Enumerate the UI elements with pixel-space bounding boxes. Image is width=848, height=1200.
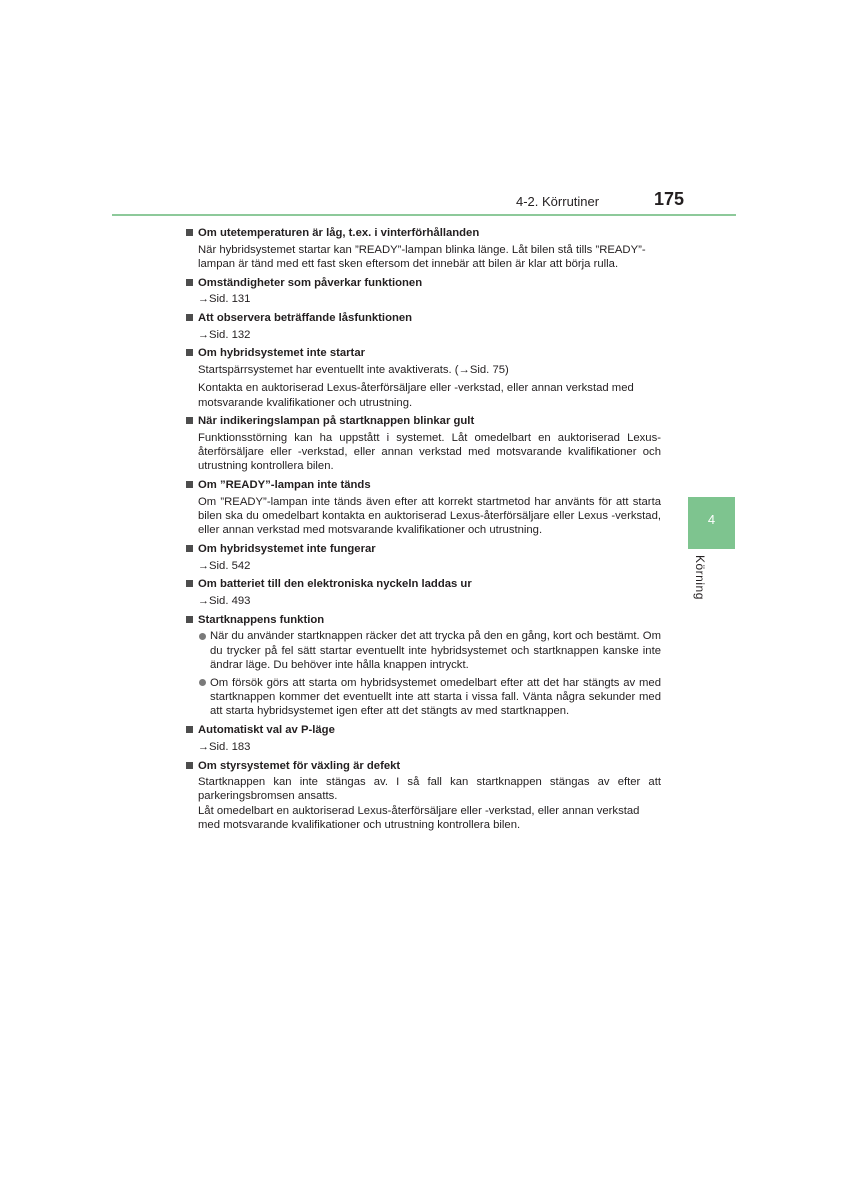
section-title-text: Om hybridsystemet inte fungerar <box>198 542 376 555</box>
page-reference[interactable] <box>198 328 661 342</box>
paragraph: När hybridsystemet startar kan ”READY”-lampan blinka länge. Låt bilen stå tills ”READY”-lampan är tänd med ett fast sken eftersom det innebär att bilen är klar att börja rulla. <box>198 243 646 270</box>
section-ready-lamp <box>185 478 661 537</box>
reference-text: Sid. 183 <box>209 740 251 753</box>
section-hybrid-not-starting <box>185 346 661 409</box>
square-bullet-icon <box>186 417 193 424</box>
circle-bullet-icon <box>199 633 206 640</box>
section-title-text: När indikeringslampan på startknappen blinkar gult <box>198 415 475 428</box>
section-title <box>185 226 661 240</box>
section-shift-control-defect <box>185 759 661 833</box>
section-title-text: Omständigheter som påverkar funktionen <box>198 276 423 289</box>
paragraph: Låt omedelbart en auktoriserad Lexus-återförsäljare eller -verkstad, eller annan verkstad med motsvarande kvalifikationer och utrustning kontrollera bilen. <box>198 804 640 831</box>
list-item-text: När du använder startknappen räcker det att trycka på den en gång, kort och bestämt. Om du trycker på fel sätt startar eventuellt inte hybridsystemet och startknappen kanske inte ändrar läge. Du behöver inte hålla knappen intryckt. <box>210 630 661 671</box>
arrow-right-icon: → <box>198 328 209 341</box>
page-reference[interactable] <box>198 594 661 608</box>
section-title <box>185 542 661 556</box>
paragraph: Startspärrsystemet har eventuellt inte avaktiverats. (→Sid. 75) <box>198 364 509 377</box>
section-title-text: Att observera beträffande låsfunktionen <box>198 312 413 325</box>
square-bullet-icon <box>186 580 193 587</box>
section-hybrid-not-working <box>185 542 661 573</box>
section-title <box>185 613 661 627</box>
header-divider <box>112 214 736 216</box>
section-title <box>185 414 661 428</box>
page-reference[interactable] <box>198 559 661 573</box>
page-reference[interactable] <box>198 292 661 306</box>
reference-text: Sid. 132 <box>209 328 251 341</box>
section-title <box>185 276 661 290</box>
section-title-text: Om ”READY”-lampan inte tänds <box>198 479 371 492</box>
arrow-right-icon: → <box>198 559 209 572</box>
section-title-text: Startknappens funktion <box>198 613 325 626</box>
section-key-battery <box>185 577 661 608</box>
square-bullet-icon <box>186 279 193 286</box>
paragraph: Funktionsstörning kan ha uppstått i systemet. Låt omedelbart en auktoriserad Lexus-återförsäljare eller -verkstad, eller annan verkstad med motsvarande kvalifikationer och utrustning kontrollera bilen. <box>198 431 661 473</box>
section-title-text: Om utetemperaturen är låg, t.ex. i vinterförhållanden <box>198 227 480 239</box>
square-bullet-icon <box>186 349 193 356</box>
section-title <box>185 311 661 325</box>
section-title-text: Om styrsystemet för växling är defekt <box>198 759 401 772</box>
paragraph: Startknappen kan inte stängas av. I så fall kan startknappen stängas av efter att parkeringsbromsen ansatts. <box>198 776 661 803</box>
chapter-label: Körning <box>693 555 707 600</box>
square-bullet-icon <box>186 545 193 552</box>
section-lock-function <box>185 311 661 342</box>
square-bullet-icon <box>186 762 193 769</box>
section-circumstances <box>185 276 661 307</box>
reference-text: Sid. 131 <box>209 293 251 306</box>
square-bullet-icon <box>186 726 193 733</box>
section-auto-p-mode <box>185 723 661 754</box>
section-title <box>185 577 661 591</box>
section-title <box>185 723 661 737</box>
reference-text: Sid. 542 <box>209 559 251 572</box>
list-item <box>198 629 661 672</box>
arrow-right-icon: → <box>198 594 209 607</box>
chapter-tab: 4 <box>688 497 735 549</box>
section-title <box>185 478 661 492</box>
paragraph: Kontakta en auktoriserad Lexus-återförsäljare eller -verkstad, eller annan verkstad med motsvarande kvalifikationer och utrustning. <box>198 382 634 409</box>
section-title <box>185 346 661 360</box>
section-start-button-function <box>185 613 661 719</box>
page-reference[interactable] <box>198 740 661 754</box>
section-heading: 4-2. Körrutiner <box>516 194 600 209</box>
section-low-temperature <box>185 226 661 271</box>
square-bullet-icon <box>186 314 193 321</box>
list-item <box>198 676 661 719</box>
section-title-text: Om hybridsystemet inte startar <box>198 347 365 360</box>
paragraph: Om ”READY”-lampan inte tänds även efter att korrekt startmetod har använts för att starta bilen ska du omedelbart kontakta en auktoriserad Lexus-återförsäljare eller Lexus -verkstad, eller annan verkstad med motsvarande kvalifikationer och utrustning. <box>198 495 661 537</box>
arrow-right-icon: → <box>198 293 209 306</box>
section-title <box>185 759 661 773</box>
section-indicator-blinking <box>185 414 661 473</box>
arrow-right-icon: → <box>198 740 209 753</box>
section-title-text: Automatiskt val av P-läge <box>198 724 335 737</box>
square-bullet-icon <box>186 616 193 623</box>
reference-text: Sid. 493 <box>209 594 251 607</box>
main-content <box>185 226 661 837</box>
page-number: 175 <box>654 189 685 209</box>
section-title-text: Om batteriet till den elektroniska nyckeln laddas ur <box>198 578 472 591</box>
list-item-text: Om försök görs att starta om hybridsystemet omedelbart efter att det har stängts av med startknappen kommer det eventuellt inte att starta i vissa fall. Vänta några sekunder med att starta hybridsystemet igen efter att det stängts av med startknappen. <box>210 676 661 718</box>
square-bullet-icon <box>186 229 193 236</box>
square-bullet-icon <box>186 481 193 488</box>
circle-bullet-icon <box>199 679 206 686</box>
